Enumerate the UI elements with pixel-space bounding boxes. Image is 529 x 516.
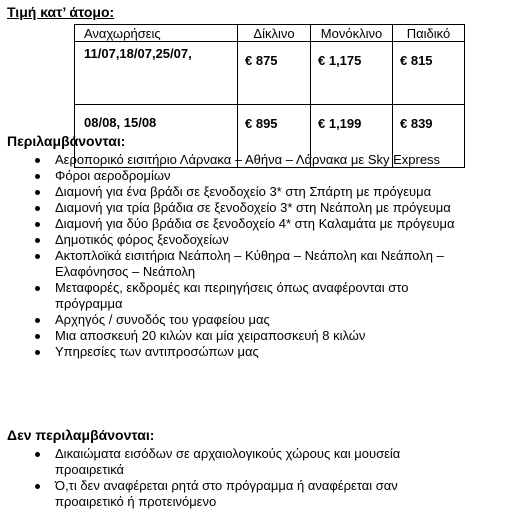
list-item-text: Δικαιώματα εισόδων σε αρχαιολογικούς χώρους και μουσεία προαιρετικά xyxy=(55,446,401,477)
price-child: € 839 xyxy=(393,105,465,168)
excluded-heading: Δεν περιλαμβάνονται: xyxy=(7,427,155,443)
list-item-text: Δημοτικός φόρος ξενοδοχείων xyxy=(55,232,229,247)
header-single: Μονόκλινο xyxy=(311,25,393,42)
list-item xyxy=(0,216,525,232)
bullet-icon xyxy=(35,158,40,163)
list-item xyxy=(0,152,525,168)
list-item xyxy=(0,232,525,248)
bullet-icon xyxy=(35,254,40,259)
bullet-icon xyxy=(35,350,40,355)
bullet-icon xyxy=(35,334,40,339)
excluded-list xyxy=(0,446,455,510)
list-item-text: Ό,τι δεν αναφέρεται ρητά στο πρόγραμμα ή αναφέρεται σαν προαιρετικό ή προτεινόμενο xyxy=(55,478,398,509)
bullet-icon xyxy=(35,286,40,291)
header-double: Δίκλινο xyxy=(238,25,311,42)
bullet-icon xyxy=(35,238,40,243)
table-header-row xyxy=(75,25,465,42)
list-item xyxy=(0,478,455,510)
header-departures: Αναχωρήσεις xyxy=(75,25,238,42)
list-item xyxy=(0,168,525,184)
bullet-icon xyxy=(35,222,40,227)
bullet-icon xyxy=(35,206,40,211)
departure-dates: 11/07,18/07,25/07, xyxy=(75,42,238,105)
list-item-text: Αρχηγός / συνοδός του γραφείου μας xyxy=(55,312,270,327)
list-item xyxy=(0,312,525,328)
price-double: € 875 xyxy=(238,42,311,105)
included-heading: Περιλαμβάνονται: xyxy=(7,133,126,149)
bullet-icon xyxy=(35,190,40,195)
price-child: € 815 xyxy=(393,42,465,105)
included-list xyxy=(0,152,525,360)
list-item-text: Διαμονή για τρία βράδια σε ξενοδοχείο 3* στη Νεάπολη με πρόγευμα xyxy=(55,200,451,215)
list-item-text: Αεροπορικό εισιτήριο Λάρνακα – Αθήνα – Λάρνακα με Sky Express xyxy=(55,152,441,167)
bullet-icon xyxy=(35,452,40,457)
price-single: € 1,199 xyxy=(311,105,393,168)
header-child: Παιδικό xyxy=(393,25,465,42)
list-item-text: Μια αποσκευή 20 κιλών και μία χειραποσκευή 8 κιλών xyxy=(55,328,366,343)
list-item-text: Διαμονή για δύο βράδια σε ξενοδοχείο 4* στη Καλαμάτα με πρόγευμα xyxy=(55,216,455,231)
list-item-text: Φόροι αεροδρομίων xyxy=(55,168,171,183)
list-item xyxy=(0,200,525,216)
table-row xyxy=(75,42,465,105)
bullet-icon xyxy=(35,484,40,489)
price-table xyxy=(74,24,465,168)
bullet-icon xyxy=(35,318,40,323)
list-item xyxy=(0,184,525,200)
list-item xyxy=(0,280,455,312)
list-item xyxy=(0,344,525,360)
departure-dates: 08/08, 15/08 xyxy=(75,105,238,168)
list-item xyxy=(0,446,455,478)
list-item-text: Μεταφορές, εκδρομές και περιηγήσεις όπως αναφέρονται στο πρόγραμμα xyxy=(55,280,409,311)
price-double: € 895 xyxy=(238,105,311,168)
list-item-text: Υπηρεσίες των αντιπροσώπων μας xyxy=(55,344,259,359)
list-item-text: Διαμονή για ένα βράδι σε ξενοδοχείο 3* στη Σπάρτη με πρόγευμα xyxy=(55,184,432,199)
price-single: € 1,175 xyxy=(311,42,393,105)
price-heading: Τιμή κατ’ άτομο: xyxy=(7,4,115,20)
list-item xyxy=(0,328,525,344)
list-item-text: Ακτοπλοϊκά εισιτήρια Νεάπολη – Κύθηρα – Νεάπολη και Νεάπολη – Ελαφόνησος – Νεάπολη xyxy=(55,248,444,279)
list-item xyxy=(0,248,455,280)
bullet-icon xyxy=(35,174,40,179)
